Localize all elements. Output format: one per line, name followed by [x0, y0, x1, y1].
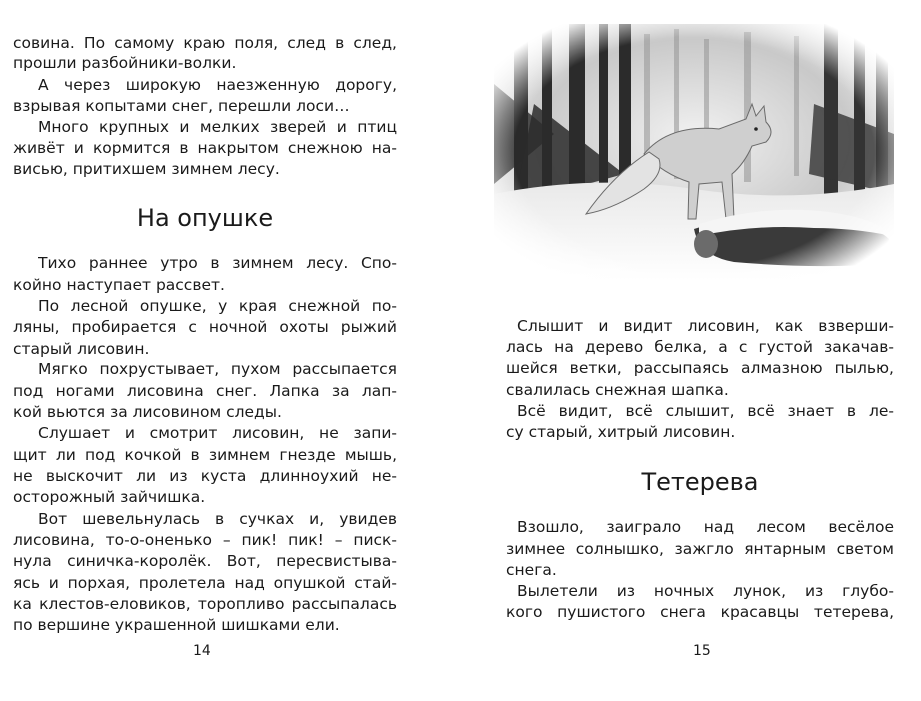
right-page [460, 0, 921, 701]
text-line: А через широкую наезженную дорогу, [38, 76, 397, 94]
text-line: лась на дерево белка, а с густой закачав- [506, 338, 894, 356]
text-line: осторожный зайчишка. [13, 488, 206, 506]
text-line: взрывая копытами снег, перешли лоси… [13, 97, 350, 115]
text-line: висью, притихшем зимнем лесу. [13, 160, 280, 178]
left-page [0, 0, 460, 701]
text-line: свалилась снежная шапка. [506, 381, 729, 399]
text-line: Вылетели из ночных лунок, из глубо- [517, 582, 894, 600]
text-line: совина. По самому краю поля, след в след, [13, 34, 397, 52]
text-line: под ногами лисовина снег. Лапка за лап- [13, 382, 397, 400]
text-line: Всё видит, всё слышит, всё знает в ле- [517, 402, 894, 420]
text-line: нула синичка-королёк. Вот, пересвистыва- [13, 552, 397, 570]
text-line: Слышит и видит лисовин, как взверши- [517, 317, 894, 335]
text-line: старый лисовин. [13, 340, 150, 358]
text-line: шейся ветки, рассыпаясь алмазною пылью, [506, 359, 894, 377]
text-line: Вот шевельнулась в сучках и, увидев [38, 510, 397, 528]
text-line: койно наступает рассвет. [13, 276, 225, 294]
text-line: Взошло, заиграло над лесом весёлое [517, 518, 894, 536]
text-line: не выскочит ли из куста длинноухий не- [13, 467, 397, 485]
section-heading: На опушке [136, 204, 274, 232]
text-line: кого пушистого снега красавцы тетерева, [506, 603, 894, 621]
page-number: 15 [693, 643, 711, 659]
text-line: зимнее солнышко, зажгло янтарным светом [506, 540, 894, 558]
page-number: 14 [193, 643, 211, 659]
text-line: ляны, пробирается с ночной охоты рыжий [13, 318, 397, 336]
text-line: лисовина, то-о-оненько – пик! пик! – писк- [13, 531, 397, 549]
text-line: по вершине украшенной шишками ели. [13, 616, 340, 634]
text-line: Много крупных и мелких зверей и птиц [38, 118, 397, 136]
section-heading: Тетерева [641, 468, 759, 496]
text-line: су старый, хитрый лисовин. [506, 423, 736, 441]
text-line: щит ли под кочкой в зимнем гнезде мышь, [13, 446, 397, 464]
text-line: Слушает и смотрит лисовин, не запи- [38, 424, 397, 442]
text-line: Мягко похрустывает, пухом рассыпается [38, 360, 397, 378]
text-line: По лесной опушке, у края снежной по- [38, 297, 397, 315]
text-line: живёт и кормится в накрытом снежною на- [13, 139, 397, 157]
text-line: ка клестов-еловиков, торопливо рассыпалась [13, 595, 397, 613]
text-line: кой вьются за лисовином следы. [13, 403, 282, 421]
text-line: снега. [506, 561, 557, 579]
text-line: прошли разбойники-волки. [13, 54, 237, 72]
text-line: ясь и порхая, пролетела над опушкой стай- [13, 574, 397, 592]
text-line: Тихо раннее утро в зимнем лесу. Спо- [38, 254, 397, 272]
